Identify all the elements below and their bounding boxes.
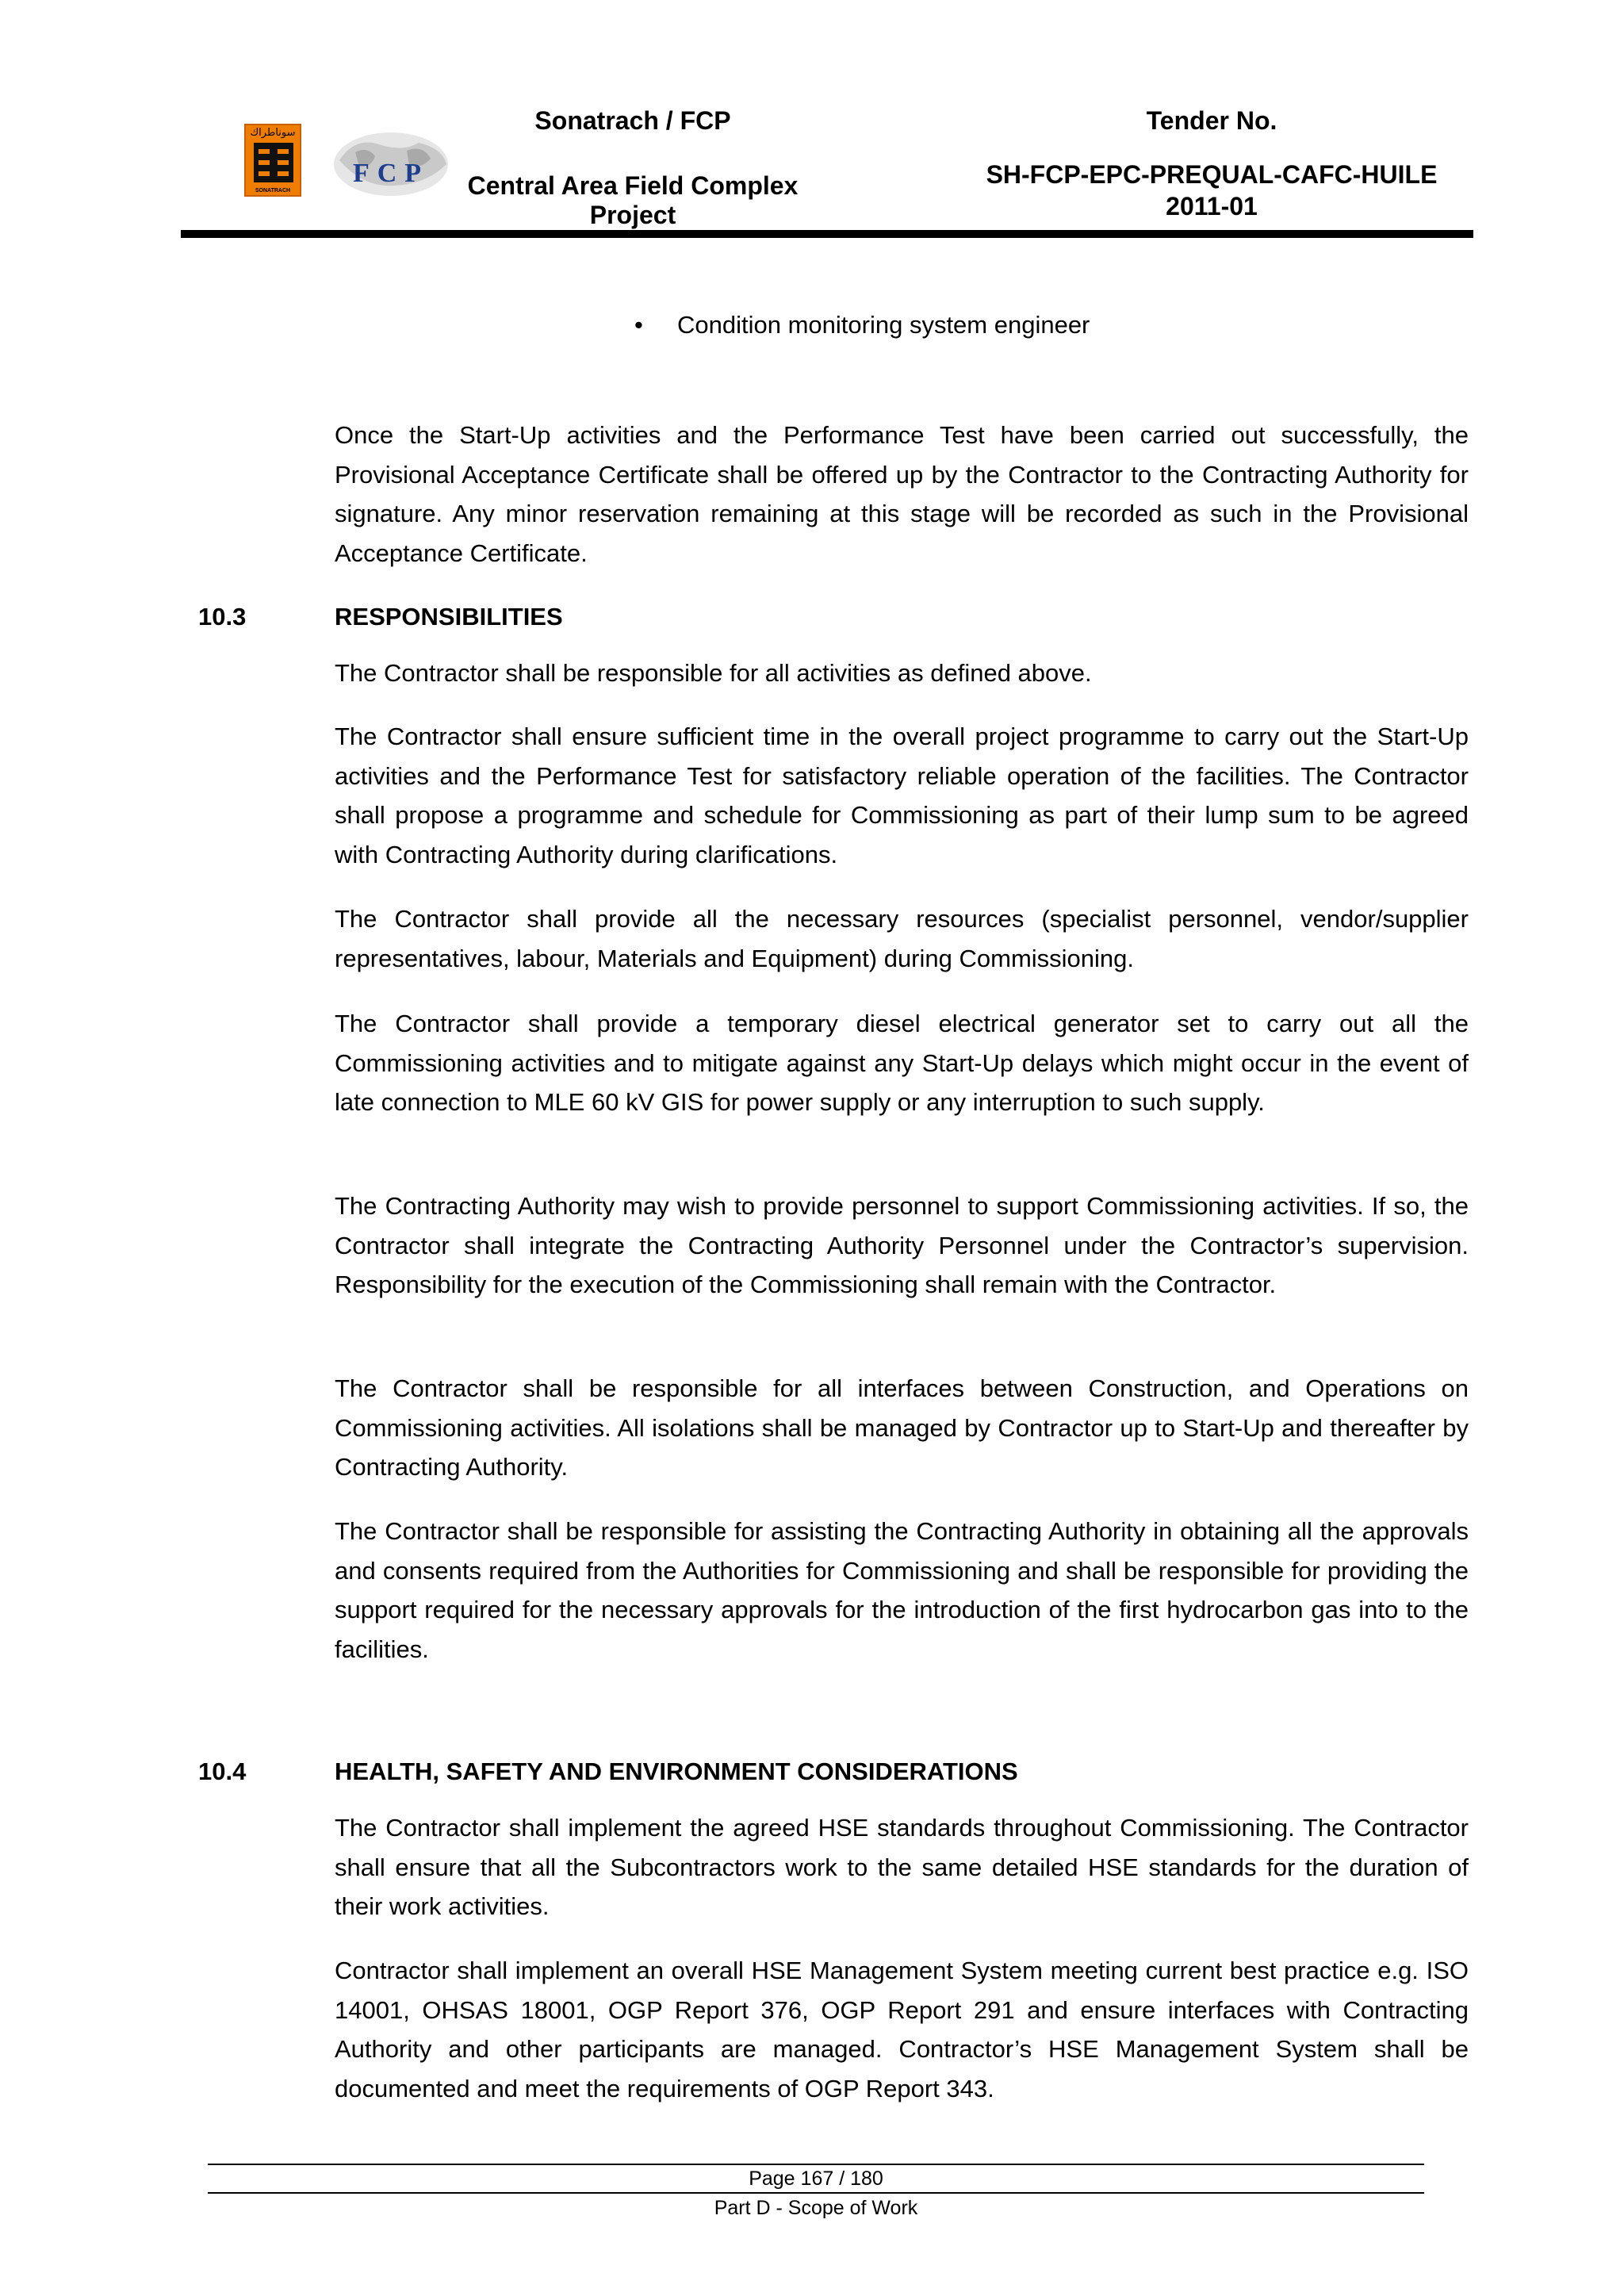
- intro-paragraph: Once the Start-Up activities and the Performance Test have been carried out successfully, the Provisional Acceptance Certificate shall be offered up by the Contractor to the Contracting Authority for signature. Any minor reservation remaining at this stage will be recorded as such in the Provisional Acceptance Certificate.: [335, 421, 1469, 567]
- sonatrach-emblem-icon: [254, 143, 293, 182]
- sonatrach-logo: [244, 124, 301, 197]
- footer-divider-top: [208, 2164, 1424, 2165]
- sonatrach-logo-arabic: سوناطراك: [250, 127, 296, 139]
- bullet-text: Condition monitoring system engineer: [677, 311, 1090, 339]
- page-header: [181, 95, 1473, 238]
- bullet-item: [634, 306, 1090, 344]
- footer-page-number: Page 167 / 180: [749, 2168, 883, 2190]
- header-tender-number: SH-FCP-EPC-PREQUAL-CAFC-HUILE 2011-01: [986, 160, 1438, 220]
- section-title: HEALTH, SAFETY AND ENVIRONMENT CONSIDERATIONS: [335, 1757, 1018, 1785]
- section-number: 10.3: [198, 603, 247, 631]
- sonatrach-logo-name: SONATRACH: [255, 188, 291, 194]
- footer-divider-bottom: [208, 2192, 1424, 2194]
- header-company: Sonatrach / FCP: [534, 106, 731, 135]
- paragraph: The Contractor shall implement the agreed HSE standards throughout Commissioning. The Contractor shall ensure that all the Subcontractors work to the same detailed HSE standards for the duration of their work activities.: [335, 1814, 1469, 1921]
- paragraph: The Contractor shall be responsible for all interfaces between Construction, and Operations on Commissioning activities. All isolations shall be managed by Contractor up to Start-Up and thereafter by Contracting Authority.: [335, 1374, 1469, 1481]
- header-divider: [181, 230, 1473, 238]
- section-title: RESPONSIBILITIES: [335, 603, 563, 631]
- paragraph: The Contractor shall provide a temporary diesel electrical generator set to carry out all the Commissioning activities and to mitigate against any Start-Up delays which might occur in the event of late connection to MLE 60 kV GIS for power supply or any interruption to such supply.: [335, 1010, 1469, 1117]
- paragraph: The Contracting Authority may wish to provide personnel to support Commissioning activities. If so, the Contractor shall integrate the Contracting Authority Personnel under the Contractor’s supervision. Responsibility for the execution of the Commissioning shall remain with the Contractor.: [335, 1192, 1469, 1299]
- bullet-icon: •: [634, 311, 643, 339]
- fcp-logo: [331, 128, 450, 200]
- paragraph: The Contractor shall be responsible for assisting the Contracting Authority in obtaining all the approvals and consents required from the Authorities for Commissioning and shall be responsible for providing the support required for the necessary approvals for the introduction of the first hydrocarbon gas into to the facilities.: [335, 1517, 1469, 1663]
- paragraph: The Contractor shall be responsible for all activities as defined above.: [335, 659, 1092, 687]
- header-tender-label: Tender No.: [1146, 106, 1277, 135]
- section-number: 10.4: [198, 1757, 247, 1785]
- paragraph: The Contractor shall ensure sufficient time in the overall project programme to carry out the Start-Up activities and the Performance Test for satisfactory reliable operation of the facilities. The Contractor shall propose a programme and schedule for Commissioning as part of their lump sum to be agreed with Contracting Authority during clarifications.: [335, 723, 1469, 868]
- footer-part: Part D - Scope of Work: [714, 2197, 918, 2219]
- fcp-logo-text: FCP: [352, 159, 430, 188]
- paragraph: Contractor shall implement an overall HSE Management System meeting current best practice e.g. ISO 14001, OHSAS 18001, OGP Report 376, OGP Report 291 and ensure interfaces with Contracting Authority and other participants are managed. Contractor’s HSE Management System shall be documented and meet the requirements of OGP Report 343.: [335, 1957, 1469, 2102]
- header-project: Central Area Field Complex Project: [467, 171, 799, 229]
- paragraph: The Contractor shall provide all the necessary resources (specialist personnel, vendor/supplier representatives, labour, Materials and Equipment) during Commissioning.: [335, 905, 1469, 972]
